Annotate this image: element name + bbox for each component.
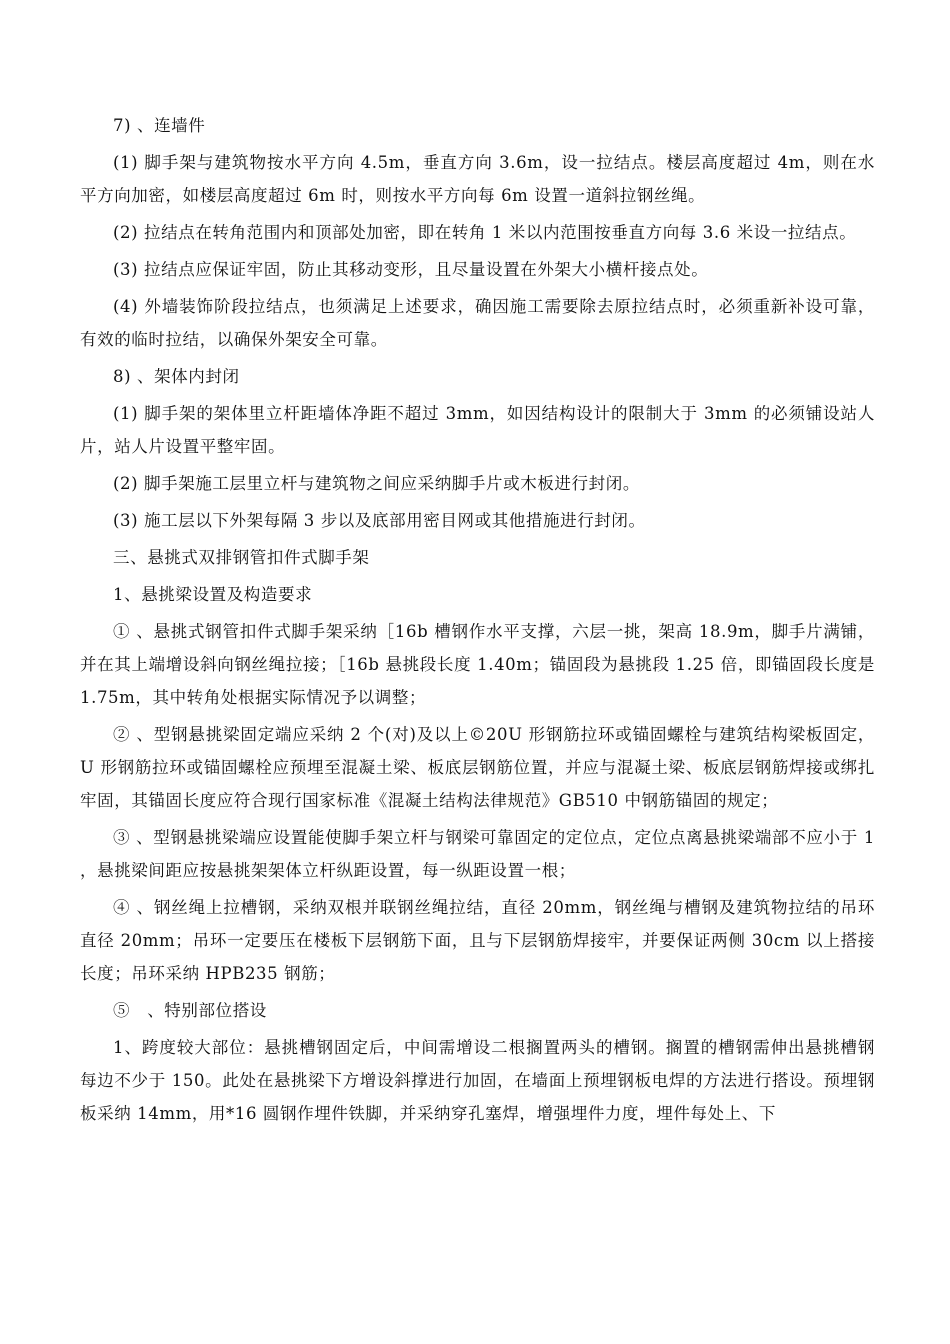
paragraph-item-5: ⑤ 、特别部位搭设	[113, 1001, 267, 1020]
paragraph-item-1: ① 、悬挑式钢管扣件式脚手架采纳［16b 槽钢作水平支撑，六层一挑，架高 18.9m，脚手片满铺，并在其上端增设斜向钢丝绳拉接；［16b 悬挑段长度 1.40m；锚固段为悬挑段 1.25 倍，即锚固段长度是 1.75m，其中转角处根据实际情况予以调整；	[80, 622, 875, 707]
paragraph-wall-ties-2: (2) 拉结点在转角范围内和顶部处加密，即在转角 1 米以内范围按垂直方向每 3.6 米设一拉结点。	[113, 223, 857, 242]
paragraph-enclosure-2: (2) 脚手架施工层里立杆与建筑物之间应采纳脚手片或木板进行封闭。	[113, 474, 640, 493]
paragraph-wall-ties-3: (3) 拉结点应保证牢固，防止其移动变形，且尽量设置在外架大小横杆接点处。	[113, 260, 709, 279]
document-body	[80, 109, 875, 1130]
heading-frame-enclosure: 8) 、架体内封闭	[113, 367, 240, 386]
paragraph-item-2: ② 、型钢悬挑梁固定端应采纳 2 个(对)及以上©20U 形钢筋拉环或锚固螺栓与建筑结构梁板固定，U 形钢筋拉环或锚固螺栓应预埋至混凝土梁、板底层钢筋位置，并应与混凝土梁、板底层钢筋焊接或绑扎牢固，其锚固长度应符合现行国家标准《混凝土结构法律规范》GB510 中钢筋锚固的规定；	[80, 725, 875, 810]
heading-wall-ties: 7) 、连墙件	[113, 116, 206, 135]
paragraph-large-span: 1、跨度较大部位：悬挑槽钢固定后，中间需增设二根搁置两头的槽钢。搁置的槽钢需伸出悬挑槽钢每边不少于 150。此处在悬挑梁下方增设斜撑进行加固，在墙面上预埋钢板电焊的方法进行搭设。预埋钢板采纳 14mm，用*16 圆钢作埋件铁脚，并采纳穿孔塞焊，增强埋件力度，埋件每处上、下	[80, 1038, 875, 1123]
paragraph-item-3: ③ 、型钢悬挑梁端应设置能使脚手架立杆与钢梁可靠固定的定位点，定位点离悬挑梁端部不应小于 1 ，悬挑梁间距应按悬挑架架体立杆纵距设置，每一纵距设置一根；	[80, 828, 875, 880]
section-heading-cantilever-scaffold: 三、悬挑式双排钢管扣件式脚手架	[113, 548, 370, 567]
paragraph-wall-ties-1: (1) 脚手架与建筑物按水平方向 4.5m，垂直方向 3.6m，设一拉结点。楼层高度超过 4m，则在水平方向加密，如楼层高度超过 6m 时，则按水平方向每 6m 设置一道斜拉钢丝绳。	[80, 153, 875, 205]
paragraph-enclosure-1: (1) 脚手架的架体里立杆距墙体净距不超过 3mm，如因结构设计的限制大于 3mm 的必须铺设站人片，站人片设置平整牢固。	[80, 404, 875, 456]
subheading-cantilever-beam: 1、悬挑梁设置及构造要求	[113, 585, 313, 604]
paragraph-wall-ties-4: (4) 外墙装饰阶段拉结点，也须满足上述要求，确因施工需要除去原拉结点时，必须重新补设可靠，有效的临时拉结，以确保外架安全可靠。	[80, 297, 875, 349]
paragraph-item-4: ④ 、钢丝绳上拉槽钢，采纳双根并联钢丝绳拉结，直径 20mm，钢丝绳与槽钢及建筑物拉结的吊环直径 20mm；吊环一定要压在楼板下层钢筋下面，且与下层钢筋焊接牢，并要保证两侧 30cm 以上搭接长度；吊环采纳 HPB235 钢筋；	[80, 898, 875, 983]
paragraph-enclosure-3: (3) 施工层以下外架每隔 3 步以及底部用密目网或其他措施进行封闭。	[113, 511, 646, 530]
